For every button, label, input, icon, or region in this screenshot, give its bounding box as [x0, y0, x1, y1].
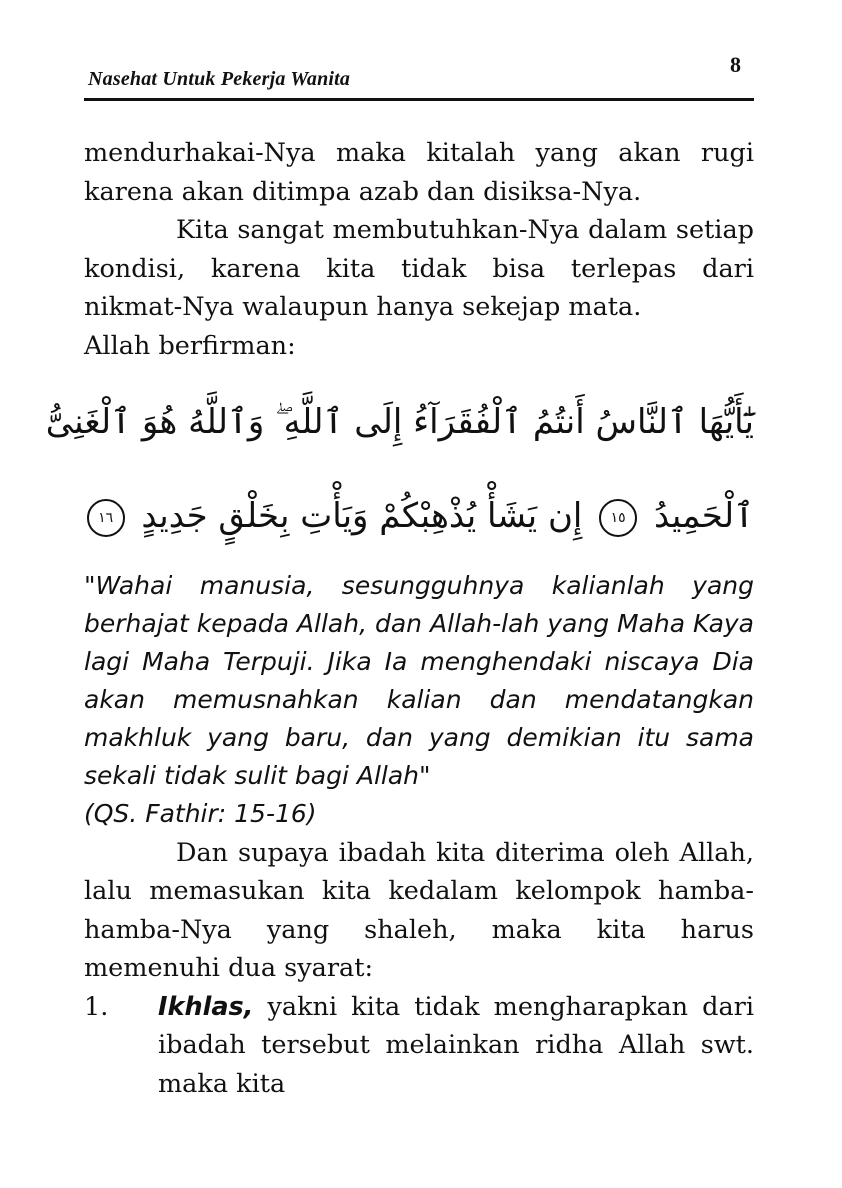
list-text [158, 988, 754, 1104]
paragraph: mendurhakai-Nya maka kitalah yang akan rugi karena akan ditimpa azab dan disiksa-Nya. [84, 138, 754, 207]
list-term: Ikhlas, [158, 991, 254, 1022]
arabic-text: إِن يَشَأْ يُذْهِبْكُمْ وَيَأْتِ بِخَلْقٍ جَدِيدٍ [141, 496, 583, 536]
arabic-line-1: يَٰٓأَيُّهَا ٱلنَّاسُ أَنتُمُ ٱلْفُقَرَآءُ إِلَى ٱللَّهِ ۖ وَٱللَّهُ هُوَ ٱلْغَنِىُّ [45, 402, 754, 442]
arabic-line-2 [84, 493, 754, 539]
ayah-end-marker: ١٦ [87, 499, 125, 537]
ayah-end-marker: ١٥ [599, 499, 637, 537]
list-body: yakni kita tidak mengharapkan dari ibadah tersebut melainkan ridha Allah swt. maka kita [158, 991, 754, 1099]
running-header: Nasehat Untuk Pekerja Wanita [88, 68, 351, 90]
verse-reference: (QS. Fathir: 15-16) [84, 799, 317, 828]
header-divider [84, 98, 754, 101]
paragraph: Allah berfirman: [84, 330, 296, 361]
paragraph: Kita sangat membutuhkan-Nya dalam setiap kondisi, karena kita tidak bisa terlepas dari nikmat-Nya walaupun hanya sekejap mata. [84, 215, 754, 322]
page-body [45, 134, 754, 1103]
verse-translation: "Wahai manusia, sesungguhnya kalianlah yang berhajat kepada Allah, dan Allah-lah yang Maha Kaya lagi Maha Terpuji. Jika Ia menghendaki niscaya Dia akan memusnahkan kalian dan mendatangkan makhluk yang baru, dan yang demikian itu sama sekali tidak sulit bagi Allah" [84, 571, 754, 790]
arabic-text: ٱلْحَمِيدُ [654, 496, 754, 536]
list-number: 1. [84, 991, 109, 1022]
page-number: 8 [730, 52, 741, 77]
quran-verse [45, 399, 754, 539]
paragraph: Dan supaya ibadah kita diterima oleh Allah, lalu memasukan kita kedalam kelompok hamba-hamba-Nya yang shaleh, maka kita harus memenuhi dua syarat: [84, 837, 754, 983]
list-item [84, 988, 754, 1104]
